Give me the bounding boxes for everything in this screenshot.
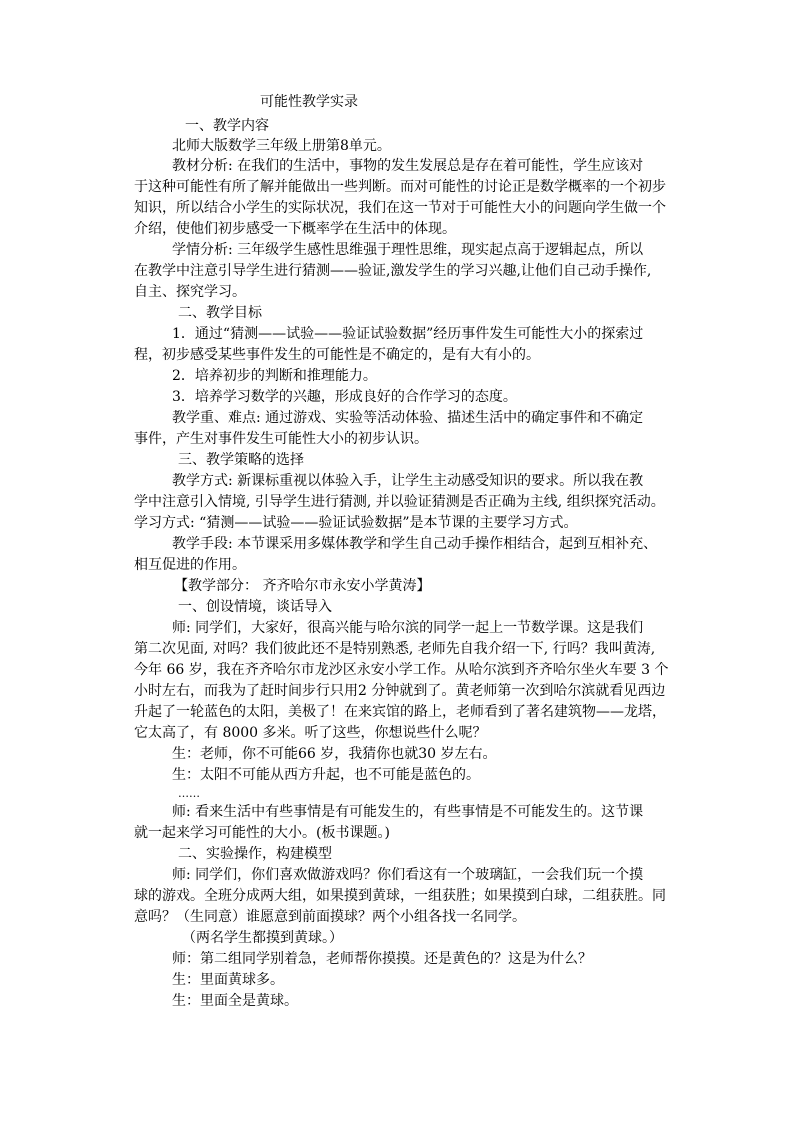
paragraph-line: 小时左右，而我为了赶时间步行只用2 分钟就到了。黄老师第一次到哈尔滨就看见西边	[134, 683, 666, 699]
paragraph-line: 相互促进的作用。	[134, 557, 246, 573]
paragraph-line: 程，初步感受某些事件发生的可能性是不确定的，是有大有小的。	[134, 347, 540, 363]
paragraph-line: 北师大版数学三年级上册第8单元。	[172, 138, 391, 154]
paragraph-line: 师: 看来生活中有些事情是有可能发生的，有些事情是不可能发生的。这节课	[172, 804, 644, 820]
document-title: 可能性教学实录	[260, 94, 358, 110]
paragraph-line: 学中注意引入情境, 引导学生进行猜测, 并以验证猜测是否正确为主线, 组织探究活动。	[134, 494, 665, 510]
dialogue-line: 师：第二组同学别着急，老师帮你摸摸。还是黄色的？这是为什么？	[172, 951, 592, 967]
paragraph-line: 事件，产生对事件发生可能性大小的初步认识。	[134, 431, 428, 447]
paragraph-line: 2．培养初步的判断和推理能力。	[172, 368, 377, 384]
section-heading: 三、教学策略的选择	[178, 452, 304, 468]
paragraph-line: 教学手段: 本节课采用多媒体教学和学生自己动手操作相结合，起到互相补充、	[172, 536, 658, 552]
paragraph-line: 自主、探究学习。	[134, 284, 246, 300]
paragraph-line: 师: 同学们，你们喜欢做游戏吗？你们看这有一个玻璃缸，一会我们玩一个摸	[172, 867, 644, 883]
section-heading: 一、教学内容	[185, 118, 269, 134]
paragraph-line: 升起了一轮蓝色的太阳，美极了！在来宾馆的路上，老师看到了著名建筑物——龙塔，	[134, 704, 666, 720]
ellipsis: ……	[178, 787, 200, 800]
paragraph-line: 教学重、难点: 通过游戏、实验等活动体验、描述生活中的确定事件和不确定	[172, 410, 644, 426]
paragraph-line: 第二次见面, 对吗？我们彼此还不是特别熟悉, 老师先自我介绍一下, 行吗？我叫黄涛,	[134, 641, 656, 657]
paragraph-line: 介绍，使他们初步感受一下概率学在生活中的体现。	[134, 221, 456, 237]
paragraph-line: （两名学生都摸到黄球。）	[182, 930, 343, 946]
paragraph-line: 就一起来学习可能性的大小。(板书课题。)	[134, 825, 390, 841]
paragraph-line: 今年 66 岁，我在齐齐哈尔市龙沙区永安小学工作。从哈尔滨到齐齐哈尔坐火车要 3 个	[134, 662, 669, 678]
paragraph-line: 3．培养学习数学的兴趣，形成良好的合作学习的态度。	[172, 389, 517, 405]
dialogue-line: 生：里面全是黄球。	[172, 993, 298, 1009]
paragraph-line: 教学方式: 新课标重视以体验入手，让学生主动感受知识的要求。所以我在教	[172, 473, 644, 489]
paragraph-line: 学习方式: “猜测——试验——验证试验数据”是本节课的主要学习方式。	[134, 515, 578, 531]
section-banner: 【教学部分： 齐齐哈尔市永安小学黄涛】	[174, 578, 431, 594]
paragraph-line: 于这种可能性有所了解并能做出一些判断。而对可能性的讨论正是数学概率的一个初步	[134, 179, 666, 195]
dialogue-line: 生：里面黄球多。	[172, 972, 284, 988]
paragraph-line: 球的游戏。全班分成两大组，如果摸到黄球，一组获胜；如果摸到白球，二组获胜。同	[134, 888, 666, 904]
section-heading: 二、实验操作，构建模型	[178, 846, 332, 862]
paragraph-line: 师: 同学们，大家好，很高兴能与哈尔滨的同学一起上一节数学课。这是我们	[172, 620, 644, 636]
paragraph-line: 它太高了，有 8000 多米。听了这些，你想说些什么呢？	[134, 725, 487, 741]
dialogue-line: 生：太阳不可能从西方升起，也不可能是蓝色的。	[172, 767, 480, 783]
paragraph-line: 意吗？（生同意）谁愿意到前面摸球？两个小组各找一名同学。	[134, 909, 526, 925]
paragraph-line: 1．通过“猜测——试验——验证试验数据”经历事件发生可能性大小的探索过	[172, 326, 644, 342]
section-heading: 一、创设情境，谈话导入	[178, 599, 332, 615]
paragraph-line: 学情分析: 三年级学生感性思维强于理性思维，现实起点高于逻辑起点，所以	[172, 242, 644, 258]
dialogue-line: 生：老师，你不可能66 岁，我猜你也就30 岁左右。	[172, 746, 497, 762]
paragraph-line: 知识，所以结合小学生的实际状况，我们在这一节对于可能性大小的问题向学生做一个	[134, 200, 666, 216]
paragraph-line: 教材分析: 在我们的生活中，事物的发生发展总是存在着可能性，学生应该对	[172, 158, 644, 174]
paragraph-line: 在教学中注意引导学生进行猜测——验证,激发学生的学习兴趣,让他们自己动手操作,	[134, 263, 652, 279]
section-heading: 二、教学目标	[178, 305, 262, 321]
